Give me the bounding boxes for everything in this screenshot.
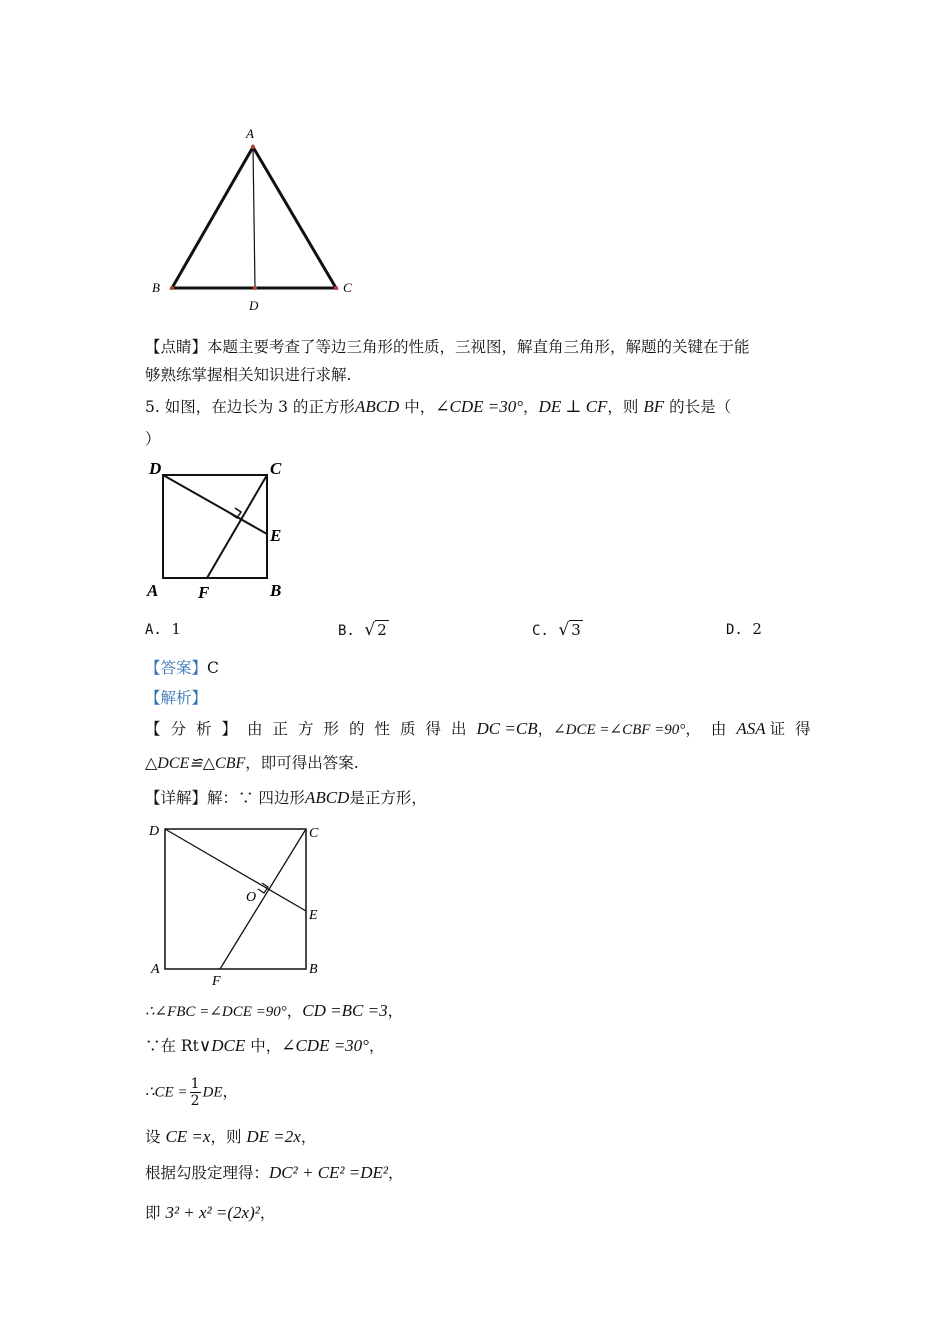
detail-head: 【详解】解：∵ 四边形 — [145, 789, 305, 807]
question-abcd: ABCD — [354, 397, 400, 416]
question-5 — [145, 396, 731, 418]
step-6-math: 3² + x² =(2x)² — [165, 1203, 260, 1222]
label-b: B — [270, 581, 282, 600]
analysis-head: 【分析】由正方形的性质得出 — [145, 720, 477, 738]
step-3 — [145, 1076, 238, 1109]
option-a-key: A. — [145, 622, 162, 638]
step-6-end: ， — [259, 1204, 276, 1222]
question-close-paren: ） — [145, 430, 161, 448]
analysis-line-1 — [145, 718, 821, 741]
option-c-value: 3 — [571, 621, 581, 639]
point-d — [253, 286, 257, 290]
question-suffix-a: ，则 — [607, 398, 644, 416]
step-3-end: ， — [222, 1082, 239, 1101]
option-d-value: 2 — [752, 620, 762, 638]
answer-value: C — [207, 659, 219, 677]
figure-square-solution — [140, 815, 330, 995]
step-1-math2: CD =BC =3 — [302, 1001, 388, 1020]
detail-tail: 是正方形， — [349, 789, 427, 807]
option-a — [145, 620, 181, 638]
label-a: A — [151, 962, 160, 977]
label-e: E — [270, 526, 282, 545]
altitude-ad — [253, 147, 255, 288]
question-angle: ∠CDE =30° — [435, 397, 524, 416]
point-b — [170, 286, 174, 290]
analysis-label: 【解析】 — [145, 689, 208, 707]
answer-line — [145, 657, 219, 679]
point-a — [251, 145, 255, 149]
step-2-mid: 中， — [245, 1037, 282, 1055]
analysis-asa: ASA — [736, 719, 766, 738]
label-c: C — [343, 280, 352, 295]
sqrt-icon: √ — [558, 620, 570, 640]
question-suffix-b: 的长是（ — [664, 398, 732, 416]
label-f: F — [198, 583, 210, 602]
label-f: F — [212, 974, 221, 989]
step-6 — [145, 1202, 275, 1224]
step-4-mid: ，则 — [210, 1128, 247, 1146]
answer-label: 【答案】 — [145, 659, 208, 677]
step-5 — [145, 1162, 404, 1184]
step-3-pre: ∴CE = — [145, 1084, 188, 1101]
step-4-pre: 设 — [145, 1128, 166, 1146]
step-5-math: DC² + CE² =DE² — [269, 1163, 388, 1182]
analysis-line-2 — [145, 752, 359, 775]
step-2-math: ∨DCE — [198, 1036, 246, 1055]
analysis-congruence: △DCE≌△CBF — [145, 755, 246, 772]
analysis-sep1: ， — [537, 720, 554, 738]
option-b-value: 2 — [377, 621, 387, 639]
step-2 — [145, 1035, 385, 1057]
step-2-math2: ∠CDE =30° — [281, 1036, 369, 1055]
step-4 — [145, 1126, 316, 1148]
analysis-eq2: ∠DCE =∠CBF =90° — [553, 722, 686, 738]
label-o: O — [246, 890, 257, 905]
analysis-sep2: ，由 — [685, 720, 737, 738]
fraction-one-half — [190, 1076, 201, 1109]
figure-square-question — [140, 452, 310, 612]
segment-de — [163, 475, 267, 534]
sqrt-icon: √ — [364, 620, 376, 640]
label-a: A — [147, 581, 159, 600]
option-d — [726, 620, 762, 638]
option-b-key: B. — [338, 623, 355, 639]
option-d-key: D. — [726, 622, 743, 638]
question-mid: 中， — [399, 398, 436, 416]
label-e: E — [309, 908, 318, 923]
right-angle-mark — [231, 508, 241, 518]
step-1-end: ， — [387, 1002, 404, 1020]
step-4-math: CE =x — [165, 1127, 211, 1146]
question-comma: ， — [523, 398, 539, 416]
segment-cf — [220, 829, 306, 969]
label-d: D — [149, 459, 162, 478]
question-perp: DE ⊥ CF — [538, 397, 608, 416]
label-a: A — [246, 126, 254, 141]
step-3-post: DE — [202, 1084, 223, 1101]
step-1-math: ∴∠FBC =∠DCE =90° — [145, 1004, 287, 1020]
analysis-eq1: DC =CB — [476, 719, 538, 738]
step-5-end: ， — [388, 1164, 404, 1182]
question-prefix: 5. 如图，在边长为 3 的正方形 — [145, 398, 355, 416]
label-d: D — [149, 824, 160, 839]
comment-line-2: 够熟练掌握相关知识进行求解. — [145, 366, 352, 384]
figure-equilateral-triangle — [140, 120, 370, 320]
step-1-sep: ， — [286, 1002, 303, 1020]
step-2-pre: ∵在 Rt — [145, 1037, 199, 1055]
step-5-pre: 根据勾股定理得： — [145, 1164, 270, 1182]
option-c-key: C. — [532, 623, 549, 639]
segment-cf — [207, 475, 267, 578]
question-bf: BF — [643, 397, 665, 416]
label-c: C — [309, 826, 319, 841]
fraction-numerator: 1 — [190, 1076, 200, 1092]
option-c — [532, 620, 583, 640]
option-a-value: 1 — [171, 620, 181, 638]
step-1 — [145, 1000, 403, 1023]
segment-de — [165, 829, 306, 911]
label-b: B — [309, 962, 318, 977]
detail-abcd: ABCD — [304, 788, 350, 807]
step-2-end: ， — [368, 1037, 385, 1055]
label-b: B — [152, 280, 160, 295]
fraction-denominator: 2 — [190, 1093, 200, 1109]
label-c: C — [270, 459, 282, 478]
analysis-tail: 证得 — [769, 720, 821, 738]
step-4-math2: DE =2x — [246, 1127, 301, 1146]
label-d: D — [249, 298, 259, 313]
analysis-line2-text: ，即可得出答案. — [245, 754, 359, 772]
point-c — [334, 286, 338, 290]
comment-line-1: 【点睛】本题主要考查了等边三角形的性质，三视图，解直角三角形，解题的关键在于能 — [145, 338, 750, 356]
option-b — [338, 620, 389, 640]
detail-line — [145, 787, 427, 809]
step-4-end: ， — [300, 1128, 317, 1146]
step-6-pre: 即 — [145, 1204, 166, 1222]
